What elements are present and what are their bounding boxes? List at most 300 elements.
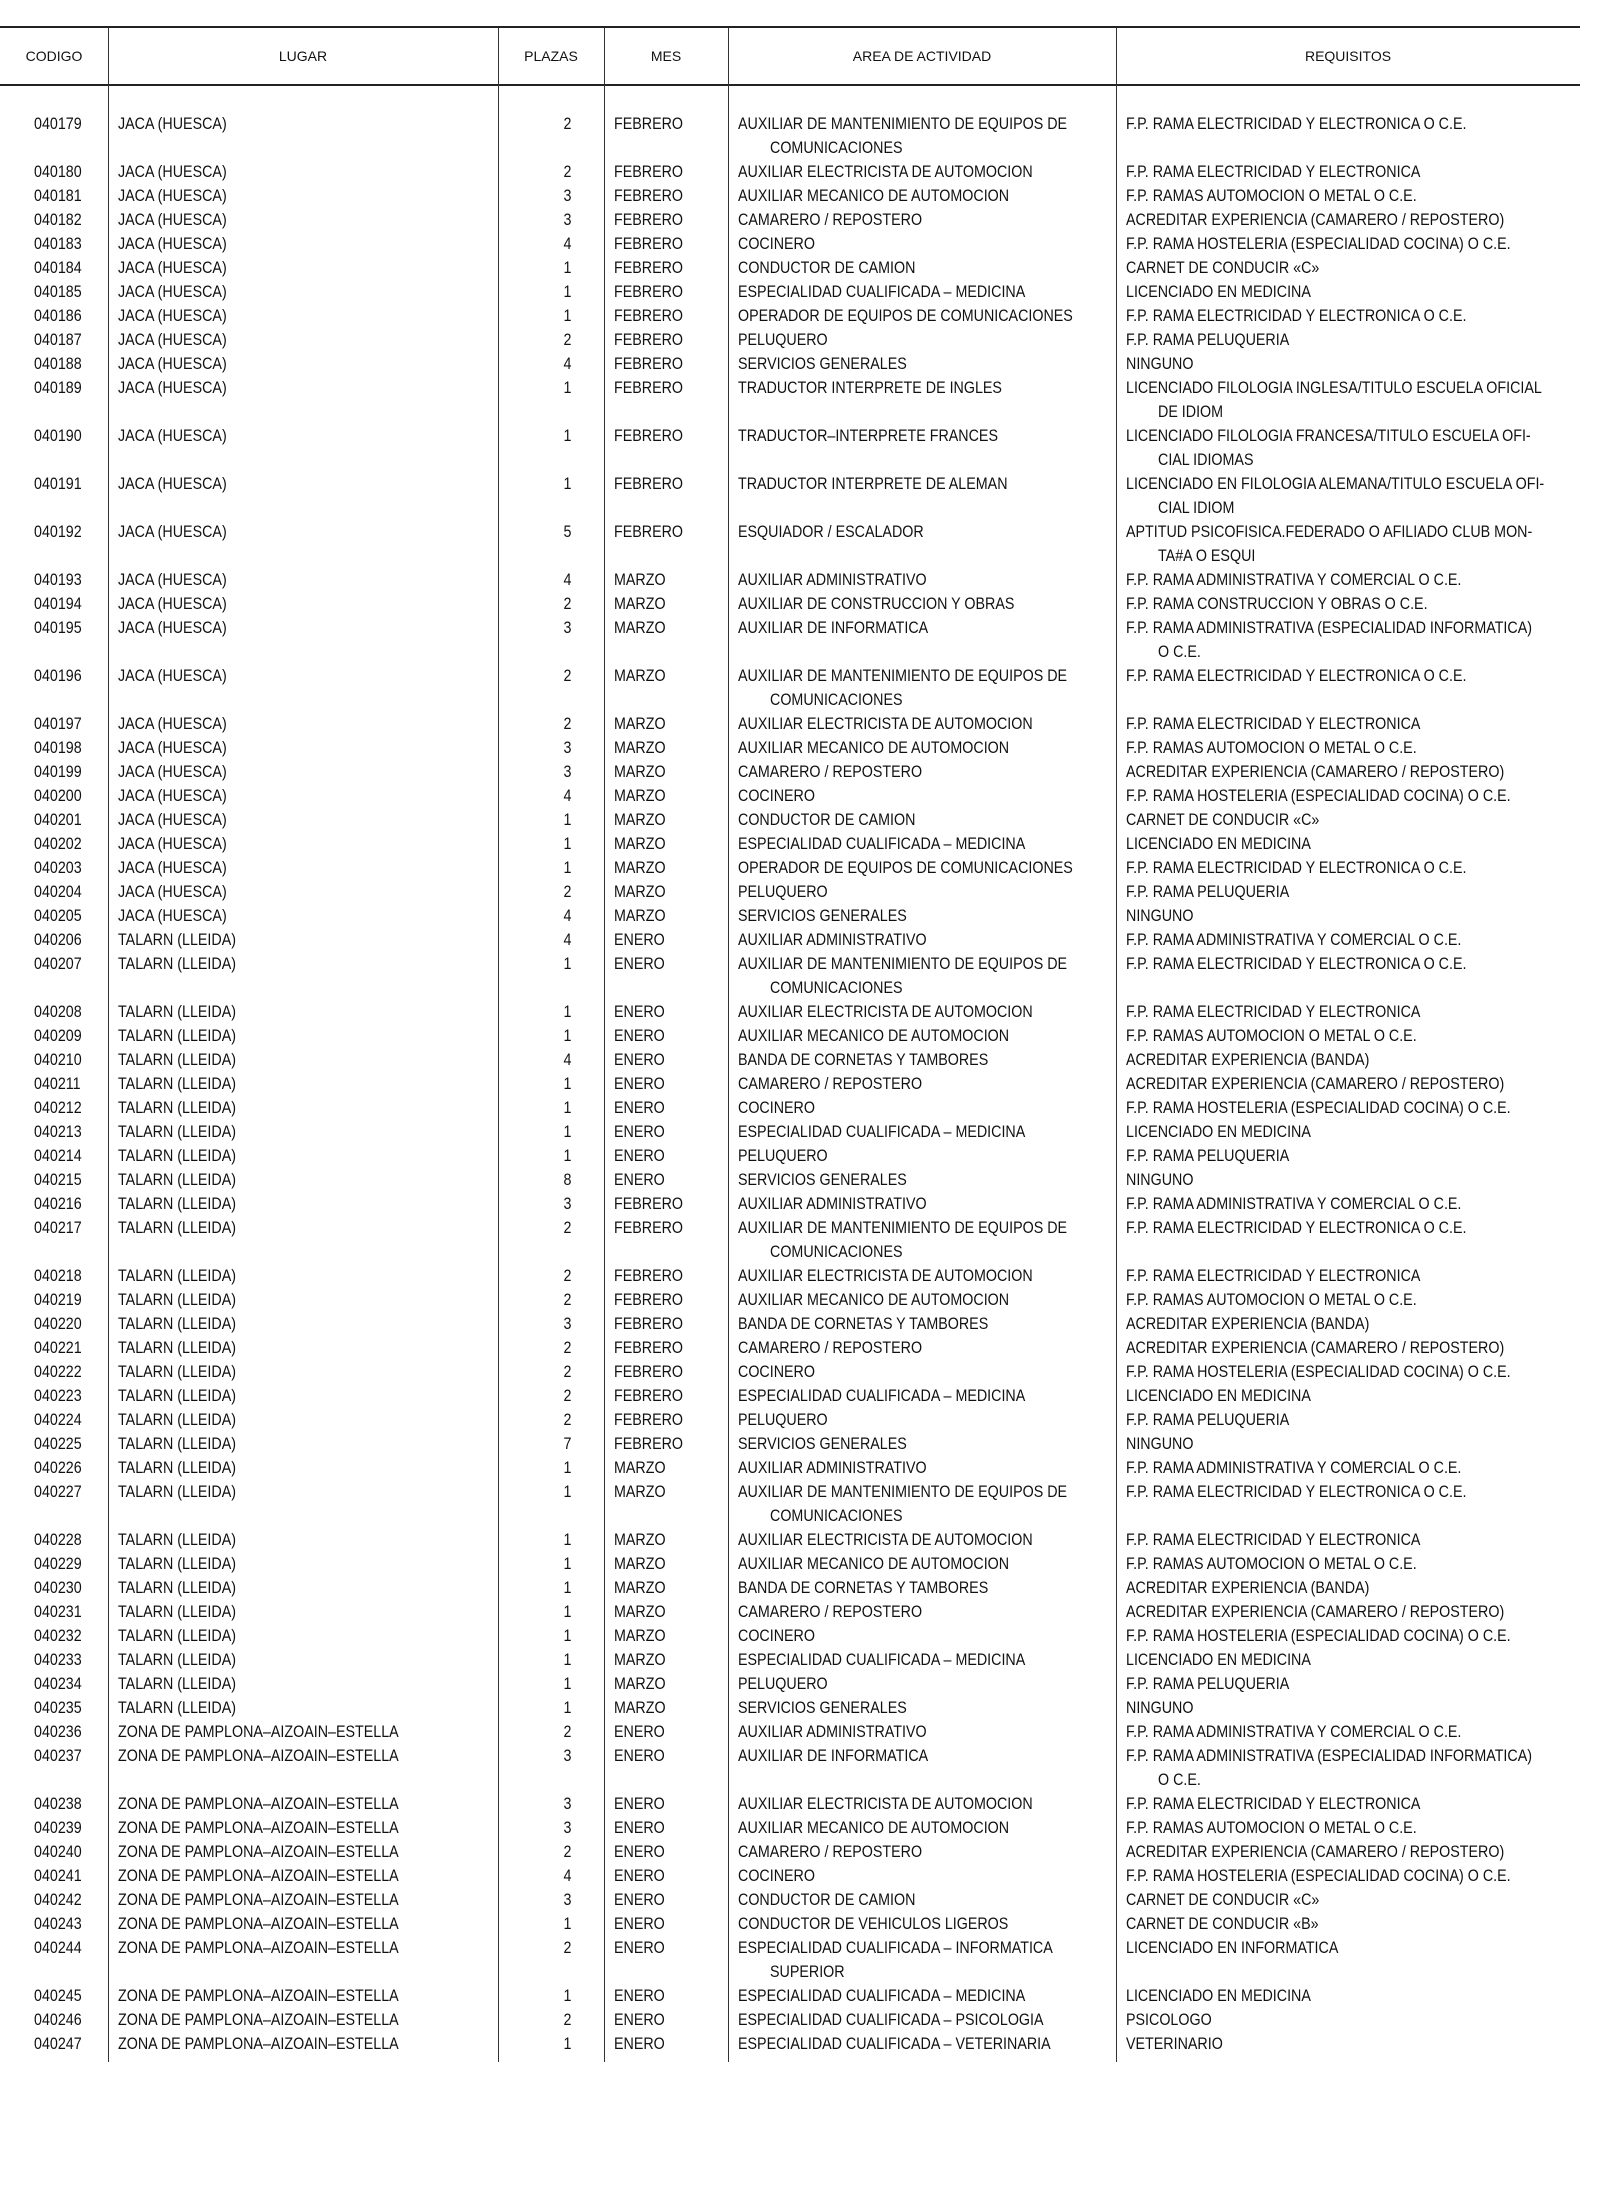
header-requisitos: REQUISITOS [1304,48,1392,64]
cell-area: COMUNICACIONES [770,690,903,709]
cell-mes: FEBRERO [614,1266,684,1285]
cell-area: AUXILIAR DE INFORMATICA [738,1746,929,1765]
cell-requisitos: ACREDITAR EXPERIENCIA (CAMARERO / REPOSTERO) [1126,1842,1505,1861]
cell-requisitos: F.P. RAMA ELECTRICIDAD Y ELECTRONICA [1126,1266,1421,1285]
cell-requisitos: F.P. RAMA PELUQUERIA [1126,1674,1290,1693]
cell-lugar: JACA (HUESCA) [118,858,227,877]
cell-codigo: 040213 [34,1122,82,1141]
cell-mes: FEBRERO [614,1410,684,1429]
cell-requisitos: F.P. RAMA ADMINISTRATIVA Y COMERCIAL O C.E. [1126,1458,1462,1477]
cell-lugar: JACA (HUESCA) [118,234,227,253]
cell-plazas: 1 [563,858,571,877]
cell-codigo: 040235 [34,1698,82,1717]
cell-mes: ENERO [614,1146,665,1165]
cell-mes: FEBRERO [614,1362,684,1381]
cell-mes: ENERO [614,1818,665,1837]
cell-requisitos: LICENCIADO EN MEDICINA [1126,1122,1311,1141]
cell-plazas: 5 [563,522,571,541]
cell-mes: MARZO [614,1578,666,1597]
cell-area: AUXILIAR MECANICO DE AUTOMOCION [738,186,1010,205]
cell-lugar: TALARN (LLEIDA) [118,1026,236,1045]
cell-codigo: 040201 [34,810,82,829]
cell-requisitos: F.P. RAMA ADMINISTRATIVA Y COMERCIAL O C.E. [1126,930,1462,949]
cell-area: PELUQUERO [738,1674,828,1693]
column-divider [108,28,109,2062]
cell-mes: MARZO [614,618,666,637]
cell-requisitos: TA#A O ESQUI [1158,546,1256,565]
cell-area: AUXILIAR DE INFORMATICA [738,618,929,637]
cell-mes: ENERO [614,1842,665,1861]
cell-requisitos: F.P. RAMAS AUTOMOCION O METAL O C.E. [1126,1026,1417,1045]
cell-mes: ENERO [614,1122,665,1141]
cell-area: COMUNICACIONES [770,138,903,157]
cell-requisitos: LICENCIADO FILOLOGIA INGLESA/TITULO ESCUELA OFICIAL [1126,378,1542,397]
cell-requisitos: NINGUNO [1126,1170,1194,1189]
cell-codigo: 040191 [34,474,82,493]
cell-codigo: 040188 [34,354,82,373]
cell-codigo: 040182 [34,210,82,229]
cell-codigo: 040219 [34,1290,82,1309]
cell-requisitos: NINGUNO [1126,906,1194,925]
cell-area: ESPECIALIDAD CUALIFICADA – MEDICINA [738,1986,1026,2005]
cell-mes: MARZO [614,570,666,589]
cell-area: CAMARERO / REPOSTERO [738,762,923,781]
cell-lugar: ZONA DE PAMPLONA–AIZOAIN–ESTELLA [118,1842,399,1861]
cell-codigo: 040200 [34,786,82,805]
cell-codigo: 040223 [34,1386,82,1405]
cell-mes: FEBRERO [614,114,684,133]
cell-mes: ENERO [614,1890,665,1909]
cell-codigo: 040183 [34,234,82,253]
cell-requisitos: O C.E. [1158,1770,1201,1789]
cell-lugar: TALARN (LLEIDA) [118,1650,236,1669]
cell-plazas: 2 [563,714,571,733]
cell-lugar: TALARN (LLEIDA) [118,1074,236,1093]
cell-mes: MARZO [614,810,666,829]
cell-codigo: 040185 [34,282,82,301]
cell-mes: ENERO [614,1794,665,1813]
cell-requisitos: DE IDIOM [1158,402,1224,421]
cell-requisitos: F.P. RAMA ELECTRICIDAD Y ELECTRONICA O C.E. [1126,858,1467,877]
cell-codigo: 040212 [34,1098,82,1117]
cell-lugar: ZONA DE PAMPLONA–AIZOAIN–ESTELLA [118,1890,399,1909]
cell-lugar: JACA (HUESCA) [118,570,227,589]
cell-requisitos: ACREDITAR EXPERIENCIA (CAMARERO / REPOSTERO) [1126,762,1505,781]
cell-lugar: TALARN (LLEIDA) [118,1098,236,1117]
cell-area: AUXILIAR ADMINISTRATIVO [738,1458,927,1477]
cell-area: AUXILIAR ADMINISTRATIVO [738,570,927,589]
cell-codigo: 040241 [34,1866,82,1885]
cell-plazas: 2 [563,1938,571,1957]
cell-area: AUXILIAR DE MANTENIMIENTO DE EQUIPOS DE [738,954,1068,973]
cell-requisitos: F.P. RAMA ELECTRICIDAD Y ELECTRONICA O C.E. [1126,306,1467,325]
cell-lugar: TALARN (LLEIDA) [118,1386,236,1405]
cell-lugar: TALARN (LLEIDA) [118,1674,236,1693]
cell-plazas: 2 [563,882,571,901]
cell-plazas: 2 [563,1386,571,1405]
cell-lugar: JACA (HUESCA) [118,282,227,301]
cell-mes: MARZO [614,594,666,613]
cell-area: AUXILIAR MECANICO DE AUTOMOCION [738,1818,1010,1837]
cell-plazas: 1 [563,1122,571,1141]
cell-requisitos: LICENCIADO EN FILOLOGIA ALEMANA/TITULO ESCUELA OFI- [1126,474,1545,493]
cell-plazas: 1 [563,954,571,973]
cell-area: PELUQUERO [738,1146,828,1165]
cell-codigo: 040217 [34,1218,82,1237]
cell-requisitos: CARNET DE CONDUCIR «C» [1126,1890,1320,1909]
cell-area: SERVICIOS GENERALES [738,906,907,925]
cell-codigo: 040215 [34,1170,82,1189]
cell-codigo: 040221 [34,1338,82,1357]
cell-requisitos: LICENCIADO EN MEDICINA [1126,1986,1311,2005]
cell-requisitos: F.P. RAMA ELECTRICIDAD Y ELECTRONICA O C.E. [1126,1218,1467,1237]
cell-mes: ENERO [614,1746,665,1765]
cell-plazas: 1 [563,1698,571,1717]
cell-requisitos: F.P. RAMA ELECTRICIDAD Y ELECTRONICA O C.E. [1126,954,1467,973]
cell-requisitos: ACREDITAR EXPERIENCIA (BANDA) [1126,1050,1370,1069]
cell-lugar: TALARN (LLEIDA) [118,1698,236,1717]
cell-lugar: ZONA DE PAMPLONA–AIZOAIN–ESTELLA [118,2034,399,2053]
cell-lugar: JACA (HUESCA) [118,834,227,853]
cell-area: ESPECIALIDAD CUALIFICADA – MEDICINA [738,1122,1026,1141]
cell-codigo: 040233 [34,1650,82,1669]
cell-mes: MARZO [614,906,666,925]
cell-requisitos: ACREDITAR EXPERIENCIA (BANDA) [1126,1314,1370,1333]
cell-requisitos: F.P. RAMA HOSTELERIA (ESPECIALIDAD COCINA) O C.E. [1126,1098,1511,1117]
cell-area: AUXILIAR DE MANTENIMIENTO DE EQUIPOS DE [738,666,1068,685]
cell-requisitos: LICENCIADO EN MEDICINA [1126,282,1311,301]
cell-plazas: 4 [563,906,571,925]
cell-mes: MARZO [614,1626,666,1645]
cell-lugar: TALARN (LLEIDA) [118,1170,236,1189]
cell-plazas: 3 [563,1794,571,1813]
cell-lugar: JACA (HUESCA) [118,330,227,349]
cell-codigo: 040228 [34,1530,82,1549]
cell-codigo: 040240 [34,1842,82,1861]
cell-requisitos: F.P. RAMA ELECTRICIDAD Y ELECTRONICA [1126,1002,1421,1021]
cell-area: CONDUCTOR DE VEHICULOS LIGEROS [738,1914,1009,1933]
cell-plazas: 1 [563,378,571,397]
cell-codigo: 040184 [34,258,82,277]
cell-plazas: 2 [563,1722,571,1741]
cell-codigo: 040237 [34,1746,82,1765]
cell-lugar: JACA (HUESCA) [118,618,227,637]
cell-codigo: 040205 [34,906,82,925]
cell-plazas: 1 [563,426,571,445]
cell-area: TRADUCTOR–INTERPRETE FRANCES [738,426,998,445]
cell-area: COCINERO [738,786,815,805]
cell-requisitos: F.P. RAMAS AUTOMOCION O METAL O C.E. [1126,738,1417,757]
cell-codigo: 040244 [34,1938,82,1957]
cell-plazas: 2 [563,162,571,181]
cell-lugar: JACA (HUESCA) [118,714,227,733]
cell-plazas: 1 [563,1986,571,2005]
cell-plazas: 1 [563,1458,571,1477]
cell-lugar: TALARN (LLEIDA) [118,1122,236,1141]
cell-plazas: 1 [563,1578,571,1597]
cell-plazas: 2 [563,1362,571,1381]
cell-area: COCINERO [738,1362,815,1381]
cell-codigo: 040190 [34,426,82,445]
cell-area: AUXILIAR DE CONSTRUCCION Y OBRAS [738,594,1015,613]
cell-requisitos: O C.E. [1158,642,1201,661]
cell-area: COCINERO [738,1098,815,1117]
cell-mes: ENERO [614,1074,665,1093]
cell-plazas: 3 [563,1890,571,1909]
cell-requisitos: F.P. RAMA HOSTELERIA (ESPECIALIDAD COCINA) O C.E. [1126,1866,1511,1885]
column-divider [498,28,499,2062]
cell-plazas: 3 [563,210,571,229]
cell-area: CONDUCTOR DE CAMION [738,258,916,277]
cell-codigo: 040230 [34,1578,82,1597]
cell-plazas: 1 [563,258,571,277]
cell-requisitos: F.P. RAMA ELECTRICIDAD Y ELECTRONICA [1126,162,1421,181]
header-codigo: CODIGO [25,48,83,64]
cell-area: TRADUCTOR INTERPRETE DE ALEMAN [738,474,1008,493]
cell-area: COCINERO [738,1626,815,1645]
cell-mes: ENERO [614,1002,665,1021]
cell-codigo: 040246 [34,2010,82,2029]
cell-codigo: 040186 [34,306,82,325]
cell-requisitos: F.P. RAMA ADMINISTRATIVA (ESPECIALIDAD INFORMATICA) [1126,618,1532,637]
cell-mes: FEBRERO [614,1218,684,1237]
cell-codigo: 040232 [34,1626,82,1645]
cell-lugar: TALARN (LLEIDA) [118,1002,236,1021]
cell-lugar: JACA (HUESCA) [118,522,227,541]
cell-area: COMUNICACIONES [770,1242,903,1261]
cell-plazas: 4 [563,354,571,373]
cell-requisitos: F.P. RAMA ADMINISTRATIVA Y COMERCIAL O C.E. [1126,570,1462,589]
cell-codigo: 040243 [34,1914,82,1933]
cell-plazas: 2 [563,1842,571,1861]
cell-area: AUXILIAR MECANICO DE AUTOMOCION [738,1026,1010,1045]
cell-lugar: JACA (HUESCA) [118,810,227,829]
cell-lugar: JACA (HUESCA) [118,114,227,133]
cell-requisitos: F.P. RAMAS AUTOMOCION O METAL O C.E. [1126,186,1417,205]
cell-lugar: JACA (HUESCA) [118,762,227,781]
cell-codigo: 040179 [34,114,82,133]
cell-area: BANDA DE CORNETAS Y TAMBORES [738,1314,989,1333]
cell-lugar: ZONA DE PAMPLONA–AIZOAIN–ESTELLA [118,1866,399,1885]
cell-plazas: 4 [563,570,571,589]
cell-lugar: ZONA DE PAMPLONA–AIZOAIN–ESTELLA [118,1794,399,1813]
cell-requisitos: NINGUNO [1126,1698,1194,1717]
cell-plazas: 3 [563,1194,571,1213]
header-lugar: LUGAR [278,48,328,64]
cell-requisitos: F.P. RAMA ELECTRICIDAD Y ELECTRONICA [1126,1794,1421,1813]
cell-plazas: 7 [563,1434,571,1453]
cell-requisitos: F.P. RAMA HOSTELERIA (ESPECIALIDAD COCINA) O C.E. [1126,234,1511,253]
cell-plazas: 3 [563,1818,571,1837]
column-divider [728,28,729,2062]
cell-area: SERVICIOS GENERALES [738,1698,907,1717]
cell-plazas: 2 [563,114,571,133]
cell-plazas: 1 [563,1074,571,1093]
cell-requisitos: F.P. RAMA ELECTRICIDAD Y ELECTRONICA O C.E. [1126,114,1467,133]
cell-plazas: 4 [563,1050,571,1069]
cell-requisitos: F.P. RAMA PELUQUERIA [1126,1146,1290,1165]
cell-codigo: 040222 [34,1362,82,1381]
cell-lugar: JACA (HUESCA) [118,378,227,397]
cell-area: AUXILIAR ADMINISTRATIVO [738,1194,927,1213]
cell-requisitos: ACREDITAR EXPERIENCIA (CAMARERO / REPOSTERO) [1126,1074,1505,1093]
cell-plazas: 1 [563,2034,571,2053]
cell-plazas: 3 [563,762,571,781]
cell-lugar: TALARN (LLEIDA) [118,930,236,949]
cell-codigo: 040202 [34,834,82,853]
cell-mes: FEBRERO [614,1434,684,1453]
cell-lugar: TALARN (LLEIDA) [118,1194,236,1213]
cell-mes: ENERO [614,1050,665,1069]
cell-codigo: 040226 [34,1458,82,1477]
cell-area: COCINERO [738,1866,815,1885]
cell-lugar: ZONA DE PAMPLONA–AIZOAIN–ESTELLA [118,1746,399,1765]
cell-codigo: 040203 [34,858,82,877]
cell-mes: FEBRERO [614,234,684,253]
cell-mes: MARZO [614,882,666,901]
cell-plazas: 3 [563,1314,571,1333]
cell-mes: MARZO [614,738,666,757]
cell-area: ESPECIALIDAD CUALIFICADA – PSICOLOGIA [738,2010,1044,2029]
cell-mes: ENERO [614,1866,665,1885]
cell-codigo: 040231 [34,1602,82,1621]
cell-codigo: 040197 [34,714,82,733]
cell-plazas: 1 [563,1146,571,1165]
cell-requisitos: CARNET DE CONDUCIR «C» [1126,258,1320,277]
cell-plazas: 1 [563,282,571,301]
cell-area: AUXILIAR DE MANTENIMIENTO DE EQUIPOS DE [738,1218,1068,1237]
cell-mes: MARZO [614,1650,666,1669]
cell-area: OPERADOR DE EQUIPOS DE COMUNICACIONES [738,858,1073,877]
cell-codigo: 040195 [34,618,82,637]
cell-requisitos: F.P. RAMA ELECTRICIDAD Y ELECTRONICA O C.E. [1126,666,1467,685]
cell-lugar: ZONA DE PAMPLONA–AIZOAIN–ESTELLA [118,1722,399,1741]
cell-mes: ENERO [614,1722,665,1741]
cell-codigo: 040198 [34,738,82,757]
cell-mes: FEBRERO [614,1194,684,1213]
cell-mes: MARZO [614,1530,666,1549]
cell-area: COMUNICACIONES [770,978,903,997]
cell-lugar: TALARN (LLEIDA) [118,1434,236,1453]
cell-requisitos: F.P. RAMA PELUQUERIA [1126,330,1290,349]
cell-area: CONDUCTOR DE CAMION [738,810,916,829]
cell-codigo: 040234 [34,1674,82,1693]
cell-plazas: 4 [563,930,571,949]
cell-plazas: 4 [563,234,571,253]
cell-area: SUPERIOR [770,1962,845,1981]
cell-lugar: JACA (HUESCA) [118,210,227,229]
cell-requisitos: F.P. RAMA HOSTELERIA (ESPECIALIDAD COCINA) O C.E. [1126,786,1511,805]
cell-codigo: 040216 [34,1194,82,1213]
cell-requisitos: ACREDITAR EXPERIENCIA (CAMARERO / REPOSTERO) [1126,1338,1505,1357]
cell-area: AUXILIAR MECANICO DE AUTOMOCION [738,1290,1010,1309]
cell-lugar: JACA (HUESCA) [118,666,227,685]
cell-codigo: 040227 [34,1482,82,1501]
cell-plazas: 1 [563,474,571,493]
cell-codigo: 040224 [34,1410,82,1429]
header-area: AREA DE ACTIVIDAD [852,48,992,64]
cell-requisitos: ACREDITAR EXPERIENCIA (CAMARERO / REPOSTERO) [1126,210,1505,229]
cell-requisitos: NINGUNO [1126,1434,1194,1453]
cell-area: ESPECIALIDAD CUALIFICADA – MEDICINA [738,834,1026,853]
cell-requisitos: F.P. RAMA ELECTRICIDAD Y ELECTRONICA [1126,714,1421,733]
cell-lugar: JACA (HUESCA) [118,882,227,901]
cell-requisitos: LICENCIADO EN INFORMATICA [1126,1938,1339,1957]
cell-area: CAMARERO / REPOSTERO [738,210,923,229]
cell-codigo: 040189 [34,378,82,397]
cell-mes: FEBRERO [614,1338,684,1357]
cell-area: ESPECIALIDAD CUALIFICADA – VETERINARIA [738,2034,1051,2053]
cell-codigo: 040247 [34,2034,82,2053]
cell-codigo: 040193 [34,570,82,589]
cell-lugar: TALARN (LLEIDA) [118,1218,236,1237]
cell-mes: ENERO [614,1098,665,1117]
cell-mes: FEBRERO [614,426,684,445]
cell-mes: MARZO [614,834,666,853]
cell-plazas: 1 [563,1554,571,1573]
cell-lugar: JACA (HUESCA) [118,786,227,805]
cell-codigo: 040207 [34,954,82,973]
cell-mes: MARZO [614,714,666,733]
cell-area: PELUQUERO [738,882,828,901]
cell-area: AUXILIAR ELECTRICISTA DE AUTOMOCION [738,714,1033,733]
cell-area: CONDUCTOR DE CAMION [738,1890,916,1909]
cell-plazas: 1 [563,1650,571,1669]
cell-lugar: TALARN (LLEIDA) [118,1146,236,1165]
cell-codigo: 040210 [34,1050,82,1069]
cell-area: PELUQUERO [738,330,828,349]
cell-requisitos: F.P. RAMAS AUTOMOCION O METAL O C.E. [1126,1290,1417,1309]
cell-requisitos: F.P. RAMA HOSTELERIA (ESPECIALIDAD COCINA) O C.E. [1126,1362,1511,1381]
cell-mes: ENERO [614,1986,665,2005]
cell-lugar: TALARN (LLEIDA) [118,1626,236,1645]
cell-codigo: 040196 [34,666,82,685]
cell-lugar: TALARN (LLEIDA) [118,1554,236,1573]
cell-codigo: 040245 [34,1986,82,2005]
cell-plazas: 2 [563,1290,571,1309]
cell-lugar: JACA (HUESCA) [118,426,227,445]
cell-mes: FEBRERO [614,378,684,397]
cell-requisitos: CIAL IDIOM [1158,498,1235,517]
cell-mes: FEBRERO [614,1314,684,1333]
header-mes: MES [650,48,682,64]
cell-mes: ENERO [614,1026,665,1045]
cell-requisitos: ACREDITAR EXPERIENCIA (CAMARERO / REPOSTERO) [1126,1602,1505,1621]
cell-codigo: 040208 [34,1002,82,1021]
cell-mes: MARZO [614,1674,666,1693]
cell-area: AUXILIAR DE MANTENIMIENTO DE EQUIPOS DE [738,114,1068,133]
cell-codigo: 040239 [34,1818,82,1837]
cell-lugar: TALARN (LLEIDA) [118,1050,236,1069]
cell-area: BANDA DE CORNETAS Y TAMBORES [738,1050,989,1069]
cell-requisitos: LICENCIADO FILOLOGIA FRANCESA/TITULO ESCUELA OFI- [1126,426,1531,445]
cell-requisitos: LICENCIADO EN MEDICINA [1126,834,1311,853]
cell-lugar: ZONA DE PAMPLONA–AIZOAIN–ESTELLA [118,1986,399,2005]
cell-mes: ENERO [614,1914,665,1933]
column-divider [604,28,605,2062]
cell-plazas: 4 [563,1866,571,1885]
cell-area: AUXILIAR ELECTRICISTA DE AUTOMOCION [738,1002,1033,1021]
cell-mes: MARZO [614,666,666,685]
cell-requisitos: CIAL IDIOMAS [1158,450,1254,469]
cell-codigo: 040229 [34,1554,82,1573]
cell-mes: MARZO [614,1458,666,1477]
cell-area: AUXILIAR MECANICO DE AUTOMOCION [738,738,1010,757]
cell-area: COCINERO [738,234,815,253]
cell-mes: MARZO [614,1698,666,1717]
cell-codigo: 040199 [34,762,82,781]
cell-plazas: 8 [563,1170,571,1189]
